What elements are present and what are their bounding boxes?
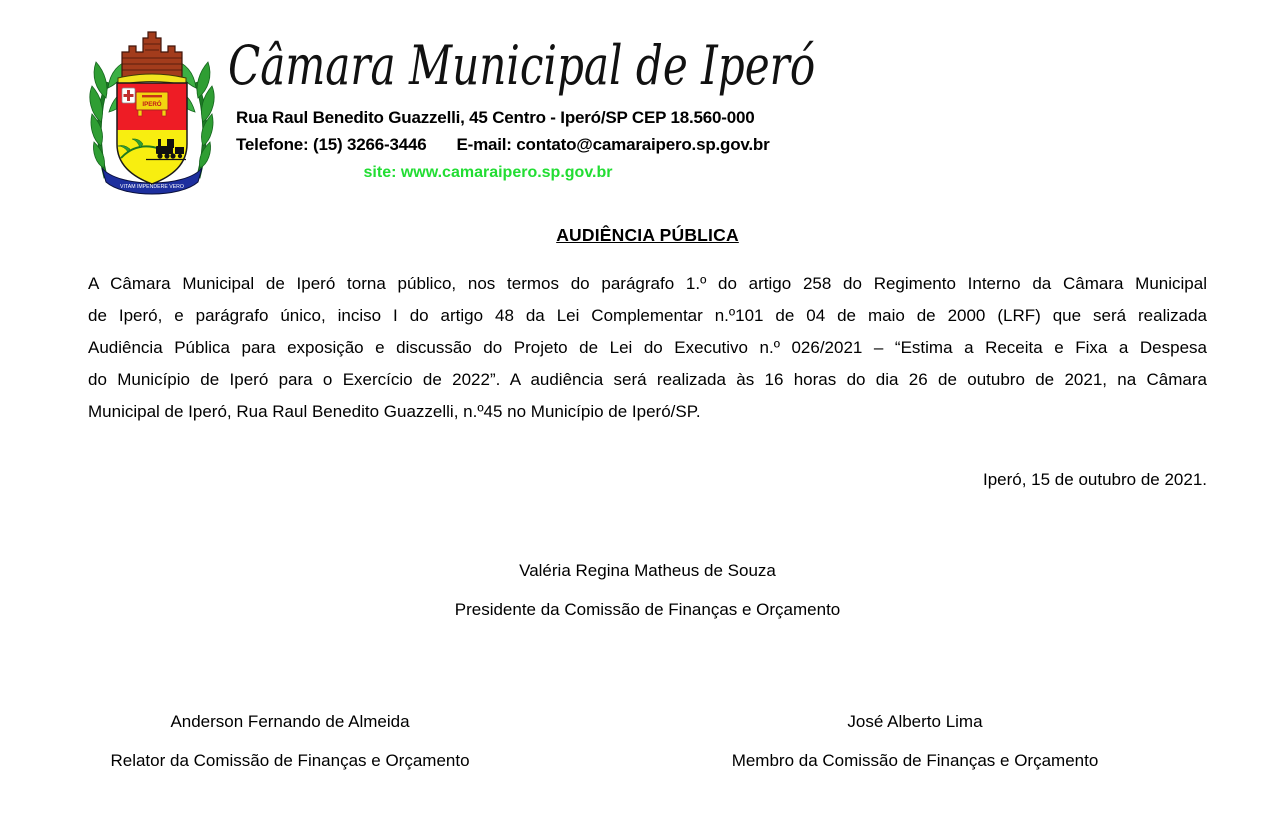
mural-crown-icon <box>118 32 186 85</box>
signature-role: Presidente da Comissão de Finanças e Orçamento <box>454 600 841 619</box>
signature-role: Membro da Comissão de Finanças e Orçamento <box>731 751 1099 770</box>
contact-line <box>228 134 788 156</box>
signature-primary <box>88 560 1207 621</box>
body-line: de Iperó, e parágrafo único, inciso I do artigo 48 da Lei Complementar n.º101 de 04 de maio de 2000 (LRF) que será realizada <box>88 306 1207 325</box>
letterhead <box>228 34 816 184</box>
body-paragraph <box>88 268 1207 428</box>
document-title: AUDIÊNCIA PÚBLICA <box>556 225 739 245</box>
coat-of-arms-logo <box>88 26 216 196</box>
phone-text: Telefone: (15) 3266-3446 <box>236 135 427 154</box>
date-line: Iperó, 15 de outubro de 2021. <box>982 470 1207 489</box>
website-line: site: www.camaraipero.sp.gov.br <box>363 164 613 181</box>
email-text: E-mail: contato@camaraipero.sp.gov.br <box>456 135 770 154</box>
signature-name: Anderson Fernando de Almeida <box>170 712 410 731</box>
signature-name: José Alberto Lima <box>847 712 983 731</box>
body-line: Audiência Pública para exposição e discussão do Projeto de Lei do Executivo n.º 026/2021 – “Estima a Receita e Fixa a Despesa <box>88 338 1207 357</box>
body-line: do Município de Iperó para o Exercício de 2022”. A audiência será realizada às 16 horas do dia 26 de outubro de 2021, na Câmara <box>88 370 1207 389</box>
plaque-text: IPERÓ <box>142 101 162 108</box>
org-title: Câmara Municipal de Iperó <box>228 34 816 97</box>
signature-role: Relator da Comissão de Finanças e Orçamento <box>110 751 470 770</box>
address-line: Rua Raul Benedito Guazzelli, 45 Centro - Iperó/SP CEP 18.560-000 <box>236 108 755 127</box>
shield-icon <box>117 83 187 184</box>
signature-right <box>680 711 1150 772</box>
signature-name: Valéria Regina Matheus de Souza <box>519 561 776 580</box>
signature-left <box>70 711 510 772</box>
body-line: A Câmara Municipal de Iperó torna público, nos termos do parágrafo 1.º do artigo 258 do Regimento Interno da Câmara Municipal <box>88 274 1207 293</box>
motto-text: VITAM IMPENDERE VERO <box>120 184 184 190</box>
cross-icon <box>122 88 135 103</box>
body-line: Municipal de Iperó, Rua Raul Benedito Guazzelli, n.º45 no Município de Iperó/SP. <box>88 402 701 421</box>
